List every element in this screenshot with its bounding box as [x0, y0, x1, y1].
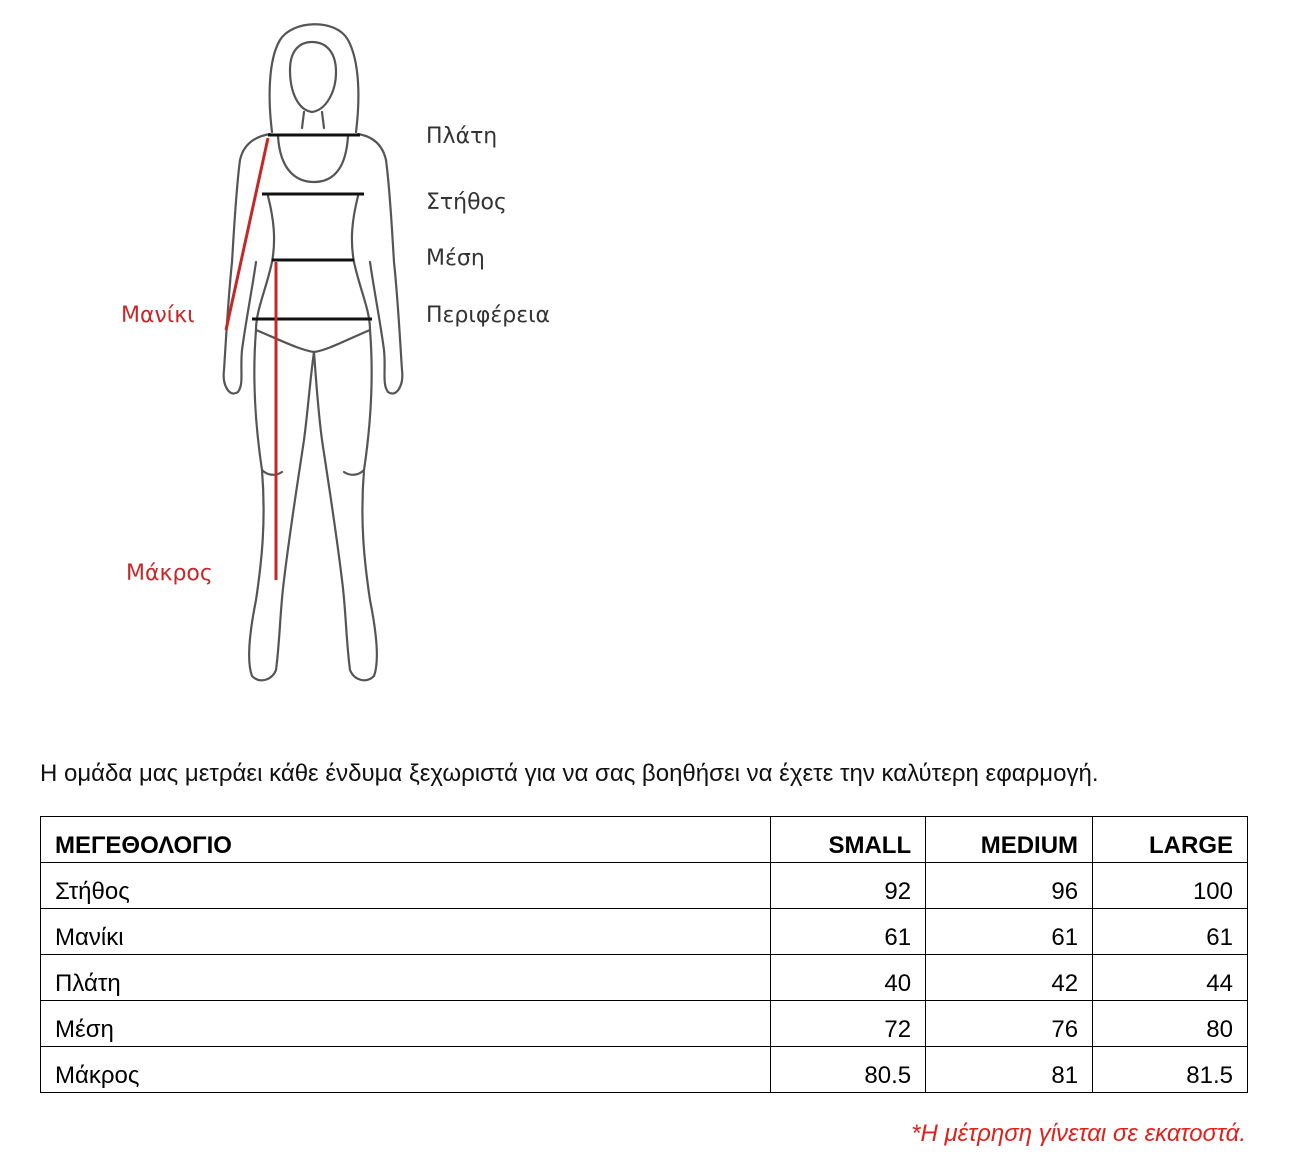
row-label: Πλάτη — [41, 955, 771, 1001]
intro-text: Η ομάδα μας μετράει κάθε ένδυμα ξεχωριστά για να σας βοηθήσει να έχετε την καλύτερη εφαρμογή. — [40, 760, 1099, 787]
label-sleeve: Μανίκι — [121, 303, 195, 328]
cell-small: 92 — [771, 863, 926, 909]
label-length: Μάκρος — [126, 561, 213, 586]
cell-large: 80 — [1093, 1001, 1248, 1047]
table-row — [41, 955, 1248, 1001]
label-waist: Μέση — [426, 246, 485, 271]
cell-medium: 76 — [926, 1001, 1093, 1047]
body-measurement-figure — [0, 0, 700, 700]
row-label: Μάκρος — [41, 1047, 771, 1093]
header-small: SMALL — [771, 817, 926, 863]
cell-small: 80.5 — [771, 1047, 926, 1093]
cell-large: 61 — [1093, 909, 1248, 955]
row-label: Στήθος — [41, 863, 771, 909]
units-note: *Η μέτρηση γίνεται σε εκατοστά. — [911, 1120, 1246, 1147]
header-medium: MEDIUM — [926, 817, 1093, 863]
header-large: LARGE — [1093, 817, 1248, 863]
row-label: Μανίκι — [41, 909, 771, 955]
cell-medium: 96 — [926, 863, 1093, 909]
label-shoulders: Πλάτη — [426, 124, 498, 149]
cell-medium: 81 — [926, 1047, 1093, 1093]
table-header-row — [41, 817, 1248, 863]
table-row — [41, 863, 1248, 909]
cell-small: 61 — [771, 909, 926, 955]
cell-medium: 61 — [926, 909, 1093, 955]
cell-large: 100 — [1093, 863, 1248, 909]
cell-medium: 42 — [926, 955, 1093, 1001]
table-row — [41, 1001, 1248, 1047]
cell-large: 44 — [1093, 955, 1248, 1001]
label-chest: Στήθος — [426, 190, 507, 215]
label-hips: Περιφέρεια — [426, 303, 551, 328]
cell-large: 81.5 — [1093, 1047, 1248, 1093]
cell-small: 72 — [771, 1001, 926, 1047]
size-chart-table — [40, 816, 1248, 1093]
cell-small: 40 — [771, 955, 926, 1001]
header-size-chart: ΜΕΓΕΘΟΛΟΓΙΟ — [41, 817, 771, 863]
table-row — [41, 1047, 1248, 1093]
table-row — [41, 909, 1248, 955]
body-silhouette — [0, 0, 700, 700]
row-label: Μέση — [41, 1001, 771, 1047]
